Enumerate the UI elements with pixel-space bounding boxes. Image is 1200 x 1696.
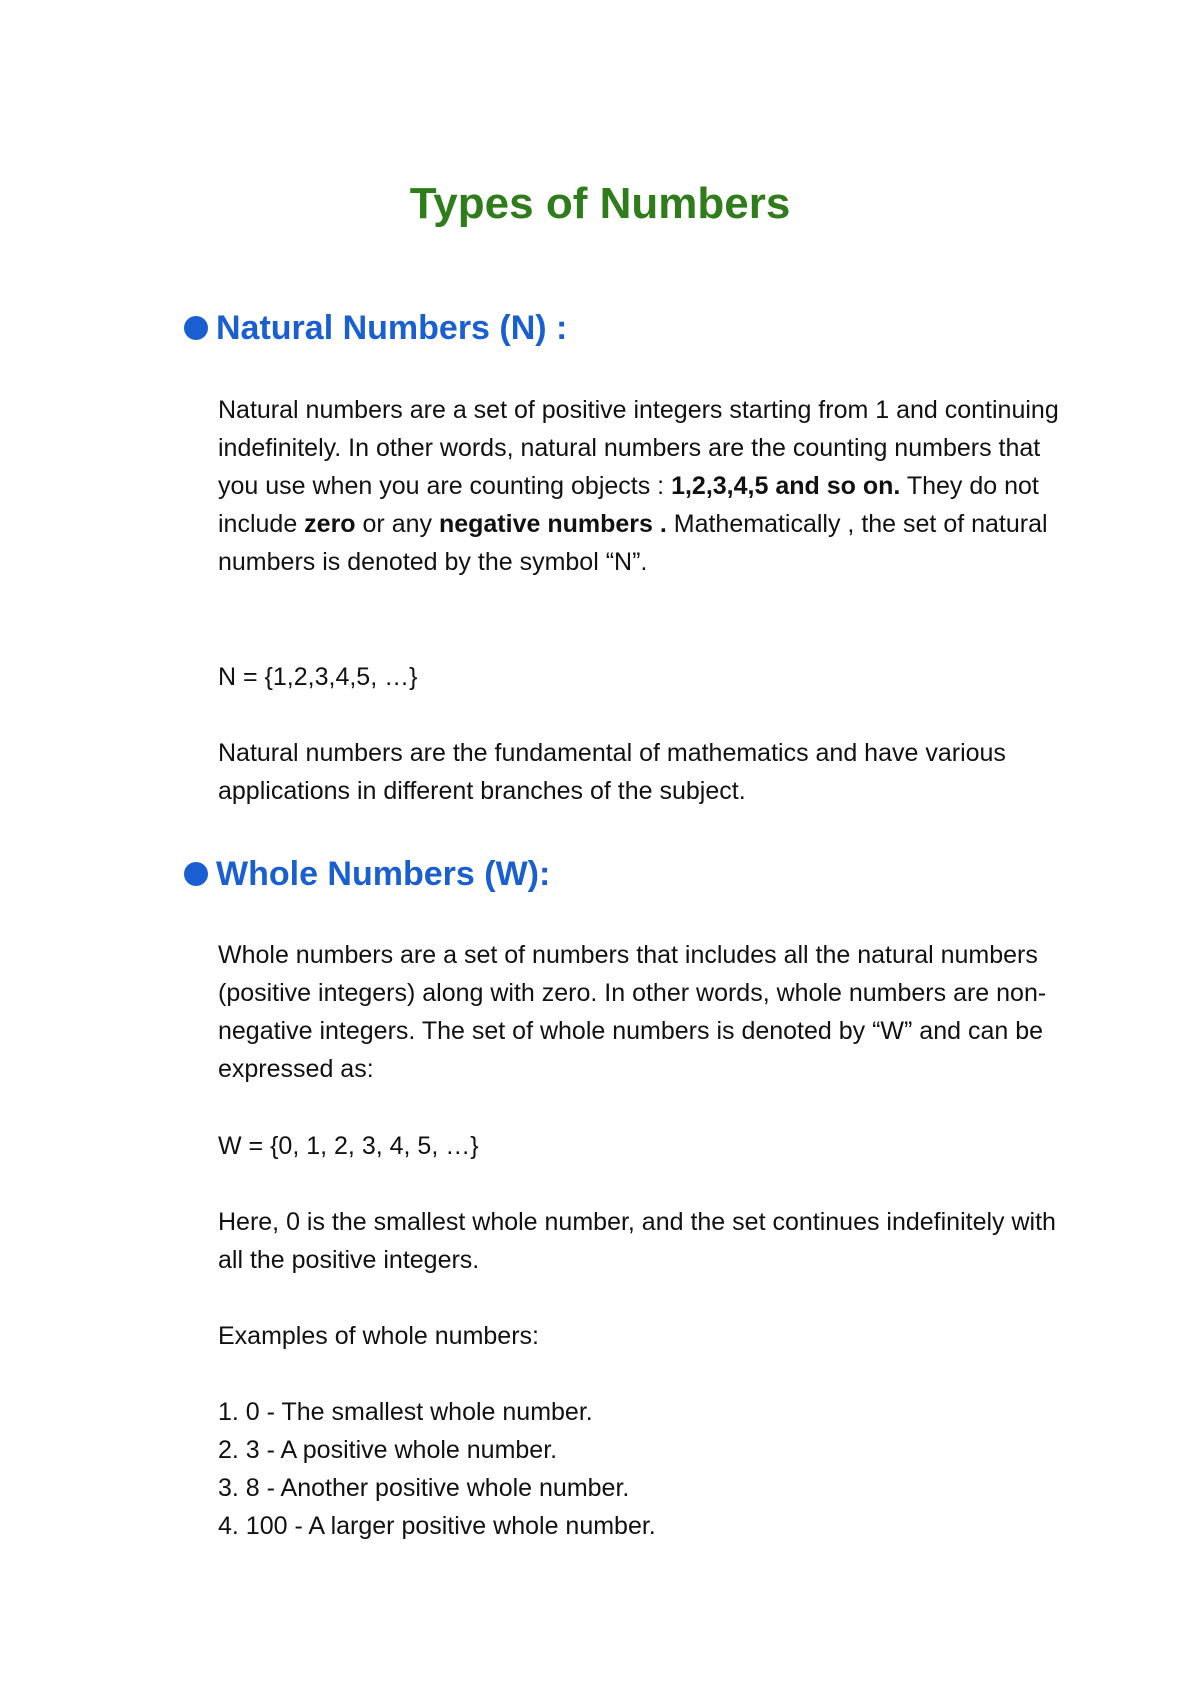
section-heading-natural-text: Natural Numbers (N) :: [216, 309, 568, 347]
bullet-circle-icon: [184, 316, 208, 340]
natural-p1-text-2: They do not include: [218, 472, 1039, 538]
section-heading-whole: [184, 852, 550, 896]
list-item: 1. 0 - The smallest whole number.: [218, 1398, 593, 1426]
page-title: Types of Numbers: [409, 179, 791, 228]
natural-p1-text-1: Natural numbers are a set of positive integers starting from 1 and continuing indefinitely. In other words, natural numbers are the counting numbers that you use when you are counting objects :: [218, 396, 1059, 500]
section-heading-natural: [184, 306, 567, 350]
list-item: 4. 100 - A larger positive whole number.: [218, 1512, 656, 1540]
whole-set-notation: W = {0, 1, 2, 3, 4, 5, …}: [218, 1132, 479, 1160]
natural-p1-bold-2: zero: [304, 510, 356, 538]
natural-paragraph-2: Natural numbers are the fundamental of mathematics and have various applications in different branches of the subject.: [218, 739, 1006, 805]
natural-paragraph-1: [218, 391, 1078, 581]
whole-paragraph-2: Here, 0 is the smallest whole number, and the set continues indefinitely with all the positive integers.: [218, 1208, 1056, 1274]
natural-p1-text-3: or any: [355, 510, 439, 538]
list-item: 3. 8 - Another positive whole number.: [218, 1474, 630, 1502]
section-heading-whole-text: Whole Numbers (W):: [216, 855, 551, 893]
whole-paragraph-1: Whole numbers are a set of numbers that includes all the natural numbers (positive integers) along with zero. In other words, whole numbers are non-negative integers. The set of whole numbers is denoted by “W” and can be expressed as:: [218, 941, 1047, 1083]
examples-list: [218, 1393, 1078, 1545]
natural-p1-bold-3: negative numbers .: [438, 510, 667, 538]
natural-set-notation: N = {1,2,3,4,5, …}: [218, 663, 418, 691]
bullet-circle-icon: [184, 862, 208, 886]
natural-p1-text-4: Mathematically , the set of natural numbers is denoted by the symbol “N”.: [218, 510, 1048, 576]
examples-label: Examples of whole numbers:: [218, 1322, 539, 1350]
list-item: 2. 3 - A positive whole number.: [218, 1436, 558, 1464]
natural-p1-bold-1: 1,2,3,4,5 and so on.: [671, 472, 901, 500]
